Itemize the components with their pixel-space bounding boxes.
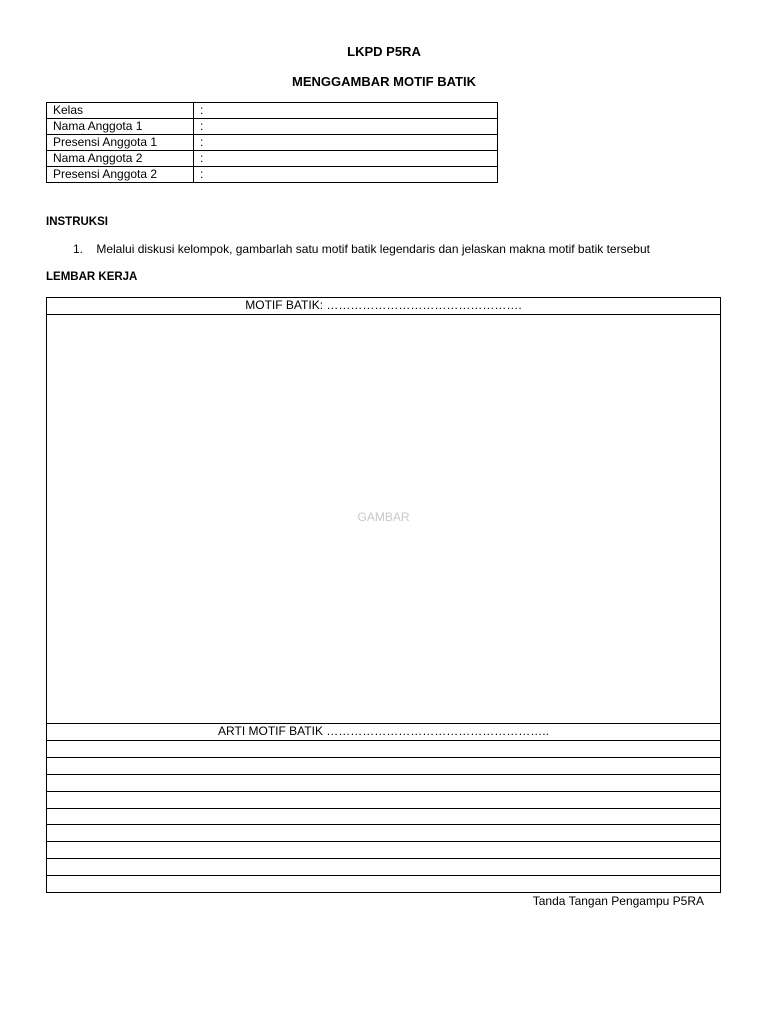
table-label: Presensi Anggota 2: [47, 167, 194, 183]
table-label: Kelas: [47, 103, 194, 119]
writing-line[interactable]: [47, 859, 720, 876]
motif-label-row: [47, 298, 720, 315]
table-value[interactable]: :: [194, 151, 498, 167]
table-label: Nama Anggota 2: [47, 151, 194, 167]
writing-line[interactable]: [47, 842, 720, 859]
table-row: [47, 135, 498, 151]
drawing-placeholder: GAMBAR: [357, 510, 410, 524]
table-label: Presensi Anggota 1: [47, 135, 194, 151]
table-value[interactable]: :: [194, 135, 498, 151]
worksheet-heading: LEMBAR KERJA: [46, 271, 138, 283]
document-title: LKPD P5RA: [347, 44, 421, 59]
worksheet-box: [46, 297, 721, 893]
table-value[interactable]: :: [194, 103, 498, 119]
identity-table: [46, 102, 498, 183]
table-row: [47, 103, 498, 119]
table-value[interactable]: :: [194, 119, 498, 135]
writing-line[interactable]: [47, 741, 720, 758]
writing-line[interactable]: [47, 809, 720, 826]
instruction-text: Melalui diskusi kelompok, gambarlah satu motif batik legendaris dan jelaskan makna motif batik tersebut: [96, 242, 650, 256]
table-row: [47, 151, 498, 167]
motif-label: MOTIF BATIK: ………………………………………….: [245, 298, 522, 312]
writing-line[interactable]: [47, 792, 720, 809]
table-row: [47, 119, 498, 135]
instructions-heading: INSTRUKSI: [46, 216, 108, 228]
document-subtitle: MENGGAMBAR MOTIF BATIK: [292, 74, 476, 89]
instruction-number: 1.: [73, 242, 84, 256]
table-label: Nama Anggota 1: [47, 119, 194, 135]
drawing-area[interactable]: [47, 314, 720, 724]
writing-line[interactable]: [47, 826, 720, 843]
writing-line[interactable]: [47, 775, 720, 792]
instruction-item: [73, 242, 650, 256]
meaning-label-row: [47, 724, 720, 741]
meaning-label: ARTI MOTIF BATIK ………………………………………………..: [218, 724, 549, 738]
signature-label: Tanda Tangan Pengampu P5RA: [532, 894, 704, 908]
table-value[interactable]: :: [194, 167, 498, 183]
writing-line[interactable]: [47, 876, 720, 893]
table-row: [47, 167, 498, 183]
writing-line[interactable]: [47, 758, 720, 775]
